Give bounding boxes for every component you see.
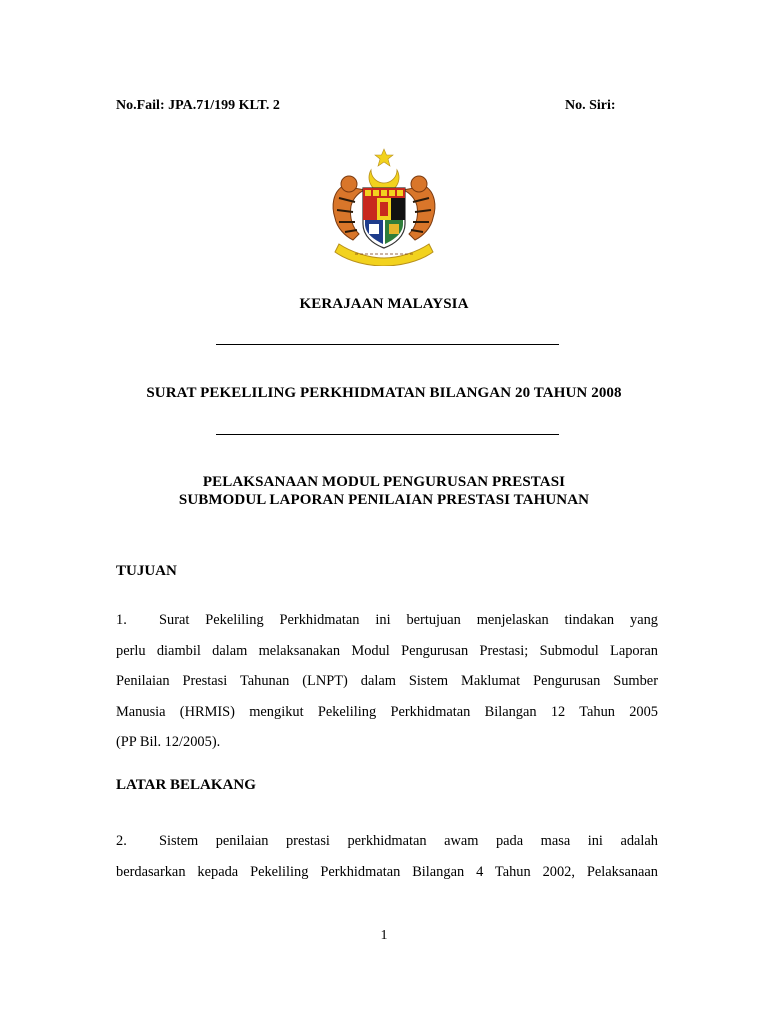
paragraph-text: (PP Bil. 12/2005). xyxy=(116,734,221,750)
section-heading-tujuan: TUJUAN xyxy=(116,563,177,579)
paragraph-text: Sistem penilaian prestasi perkhidmatan awam pada masa ini adalah xyxy=(159,833,658,849)
malaysia-coat-of-arms-icon xyxy=(325,148,443,266)
section-heading-latar-belakang: LATAR BELAKANG xyxy=(116,777,256,793)
paragraph-1-line-1 xyxy=(116,605,658,636)
subject-line-2: SUBMODUL LAPORAN PENILAIAN PRESTASI TAHUNAN xyxy=(178,492,590,508)
coat-of-arms-graphic xyxy=(325,148,443,266)
government-title: KERAJAAN MALAYSIA xyxy=(299,296,469,312)
paragraph-text: Manusia (HRMIS) mengikut Pekeliling Perkhidmatan Bilangan 12 Tahun 2005 xyxy=(116,703,658,720)
paragraph-2-line-1 xyxy=(116,826,658,857)
paragraph-text: perlu diambil dalam melaksanakan Modul Pengurusan Prestasi; Submodul Laporan xyxy=(116,642,658,659)
file-number: No.Fail: JPA.71/199 KLT. 2 xyxy=(116,98,280,113)
paragraph-number: 1. xyxy=(116,612,127,628)
serial-number: No. Siri: xyxy=(565,98,616,113)
page-number: 1 xyxy=(380,928,388,943)
paragraph-text: Surat Pekeliling Perkhidmatan ini bertujuan menjelaskan tindakan yang xyxy=(159,612,658,628)
circular-title: SURAT PEKELILING PERKHIDMATAN BILANGAN 20 TAHUN 2008 xyxy=(146,385,622,401)
paragraph-text: berdasarkan kepada Pekeliling Perkhidmatan Bilangan 4 Tahun 2002, Pelaksanaan xyxy=(116,863,658,880)
divider-bottom xyxy=(216,434,559,435)
subject-line-1: PELAKSANAAN MODUL PENGURUSAN PRESTASI xyxy=(202,474,566,490)
paragraph-1 xyxy=(116,605,658,758)
paragraph-number: 2. xyxy=(116,833,127,849)
paragraph-text: Penilaian Prestasi Tahunan (LNPT) dalam Sistem Maklumat Pengurusan Sumber xyxy=(116,673,658,689)
paragraph-2 xyxy=(116,826,658,887)
divider-top xyxy=(216,344,559,345)
